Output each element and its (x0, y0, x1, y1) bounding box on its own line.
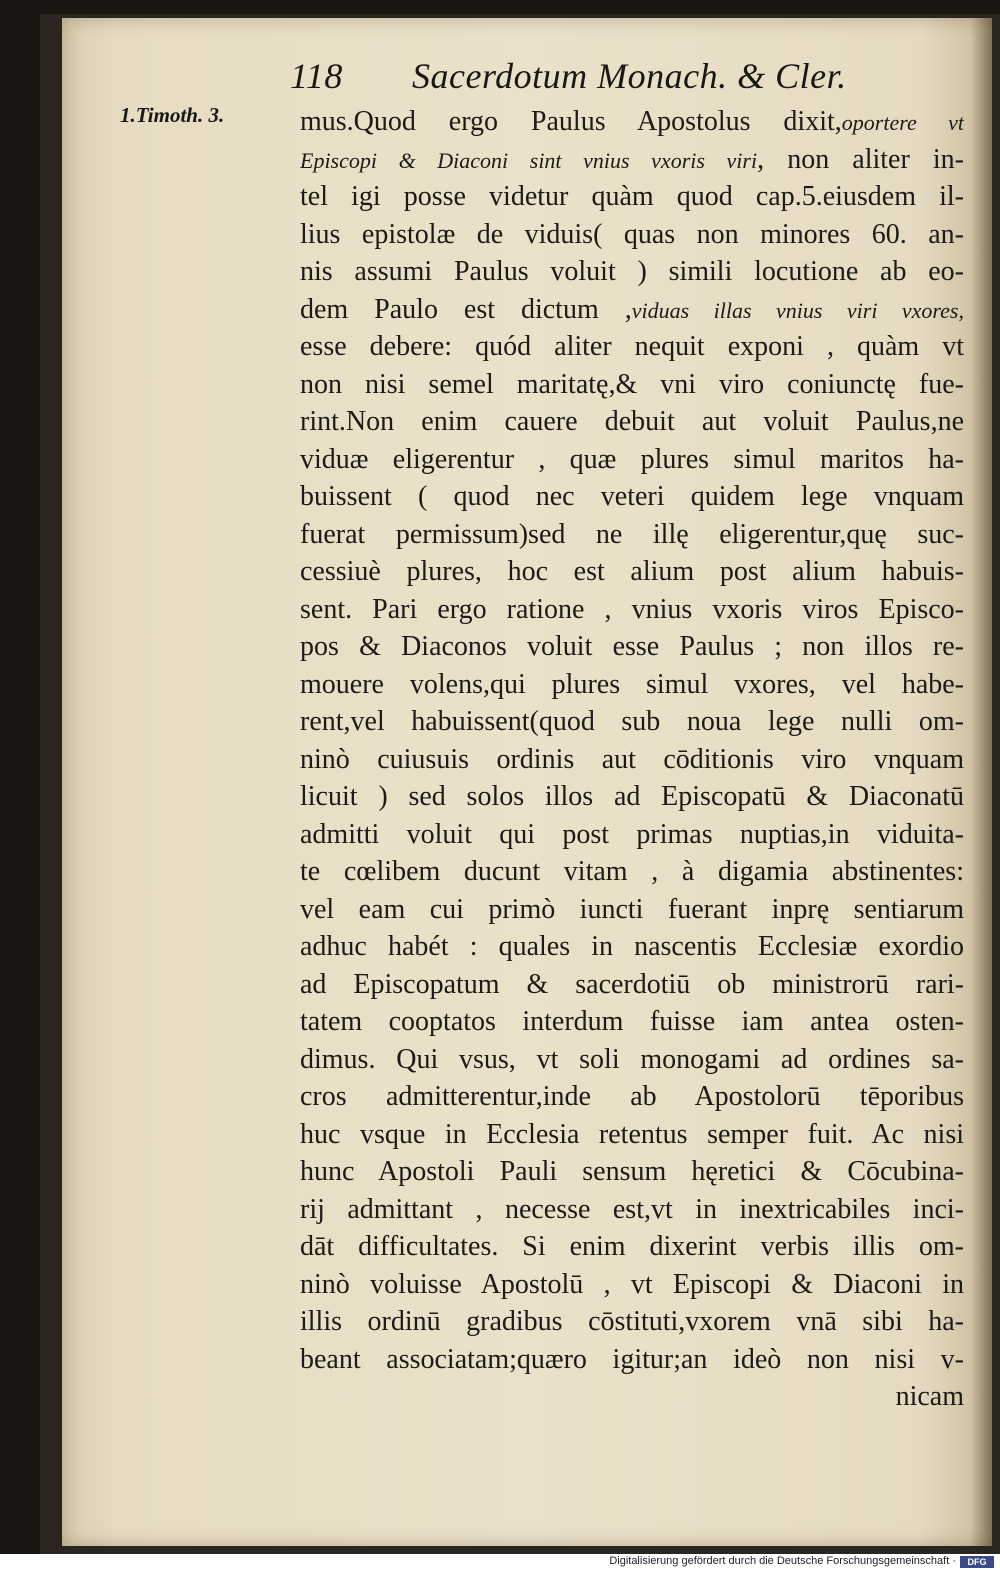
text-line (300, 778, 964, 816)
line-text: nicam (895, 1381, 964, 1412)
line-text: mouere volens,qui plures simul vxores, vel habe- (300, 668, 964, 700)
text-line (300, 141, 964, 179)
running-head (290, 55, 910, 105)
text-line (300, 1191, 964, 1229)
line-text: sent. Pari ergo ratione , vnius vxoris viros Episco- (300, 593, 964, 625)
text-line (300, 1153, 964, 1191)
line-text: esse debere: quód aliter nequit exponi , quàm vt (300, 331, 964, 362)
line-text: adhuc habét : quales in nascentis Ecclesiæ exordio (300, 931, 964, 962)
text-line (300, 966, 964, 1004)
page-gutter-shadow (970, 18, 992, 1546)
text-line (300, 178, 964, 216)
text-line (300, 703, 964, 741)
line-text: viduæ eligerentur , quæ plures simul maritos ha- (300, 443, 964, 475)
line-text: huc vsque in Ecclesia retentus semper fuit. Ac nisi (300, 1118, 964, 1150)
line-text: hunc Apostoli Pauli sensum hęretici & Cōcubina- (300, 1156, 964, 1187)
line-text: rij admittant , necesse est,vt in inextricabiles inci- (300, 1193, 964, 1225)
line-text: pos & Diaconos voluit esse Paulus ; non illos re- (300, 631, 964, 662)
line-italic-quote: oportere vt (841, 110, 964, 135)
line-text: non nisi semel maritatę,& vni viro coniunctę fue- (300, 368, 964, 400)
dfg-logo: DFG (960, 1556, 994, 1568)
text-line (300, 1341, 964, 1379)
line-text: dimus. Qui vsus, vt soli monogami ad ordines sa- (300, 1043, 964, 1075)
line-text: mus.Quod ergo Paulus Apostolus dixit, (300, 106, 842, 137)
text-line (300, 891, 964, 929)
text-line (300, 1303, 964, 1341)
text-line (300, 928, 964, 966)
text-line (300, 1041, 964, 1079)
text-line (300, 478, 964, 516)
page-number: 118 (290, 56, 343, 96)
text-line (300, 103, 964, 141)
line-text: ninò voluisse Apostolū , vt Episcopi & Diaconi in (300, 1268, 964, 1300)
line-text: te cœlibem ducunt vitam , à digamia abstinentes: (300, 856, 964, 887)
text-line (300, 403, 964, 441)
text-line (300, 853, 964, 891)
line-text: nis assumi Paulus voluit ) simili locutione ab eo- (300, 256, 964, 287)
text-line (300, 591, 964, 629)
running-title: Sacerdotum Monach. & Cler. (412, 56, 847, 96)
line-text: cessiuè plures, hoc est alium post alium habuis- (300, 556, 964, 587)
text-line (300, 1378, 964, 1416)
line-text: licuit ) sed solos illos ad Episcopatū & Diaconatū (300, 781, 964, 812)
line-text: fuerat permissum)sed ne illę eligerentur,quę suc- (300, 518, 964, 550)
text-line (300, 553, 964, 591)
marginal-citation: 1.Timoth. 3. (120, 103, 225, 127)
text-line (300, 253, 964, 291)
line-text: lius epistolæ de viduis( quas non minores 60. an- (300, 218, 964, 250)
body-text (300, 103, 964, 1416)
text-line (300, 366, 964, 404)
text-line (300, 628, 964, 666)
line-text: dem Paulo est dictum , (300, 293, 632, 325)
text-line (300, 1116, 964, 1154)
line-italic-quote: Episcopi & Diaconi sint vnius vxoris viri (300, 147, 758, 173)
text-line (300, 216, 964, 254)
line-text: , non aliter in- (757, 143, 964, 175)
line-text: rint.Non enim cauere debuit aut voluit Paulus,ne (300, 406, 964, 437)
footer-credit: Digitalisierung gefördert durch die Deutsche Forschungsgemeinschaft · (609, 1555, 956, 1567)
text-line (300, 441, 964, 479)
line-text: admitti voluit qui post primas nuptias,in viduita- (300, 818, 964, 850)
line-italic-quote: viduas illas vnius viri vxores, (631, 297, 964, 323)
line-text: tel igi posse videtur quàm quod cap.5.eiusdem il- (300, 181, 964, 212)
line-text: vel eam cui primò iuncti fuerant inprę sentiarum (300, 893, 964, 925)
text-line (300, 516, 964, 554)
line-text: illis ordinū gradibus cōstituti,vxorem vnā sibi ha- (300, 1306, 964, 1337)
text-line (300, 328, 964, 366)
line-text: ninò cuiusuis ordinis aut cōditionis viro vnquam (300, 743, 964, 775)
line-text: tatem cooptatos interdum fuisse iam antea osten- (300, 1006, 964, 1037)
line-text: ad Episcopatum & sacerdotiū ob ministrorū rari- (300, 968, 964, 1000)
text-line (300, 1228, 964, 1266)
line-text: rent,vel habuissent(quod sub noua lege nulli om- (300, 706, 964, 737)
line-text: beant associatam;quæro igitur;an ideò non nisi v- (300, 1343, 964, 1375)
text-line (300, 1003, 964, 1041)
text-line (300, 741, 964, 779)
line-text: dāt difficultates. Si enim dixerint verbis illis om- (300, 1231, 964, 1262)
text-line (300, 1266, 964, 1304)
text-line (300, 816, 964, 854)
text-line (300, 291, 964, 329)
text-line (300, 666, 964, 704)
line-text: buissent ( quod nec veteri quidem lege vnquam (300, 481, 964, 512)
text-line (300, 1078, 964, 1116)
line-text: cros admitterentur,inde ab Apostolorū tēporibus (300, 1081, 964, 1112)
